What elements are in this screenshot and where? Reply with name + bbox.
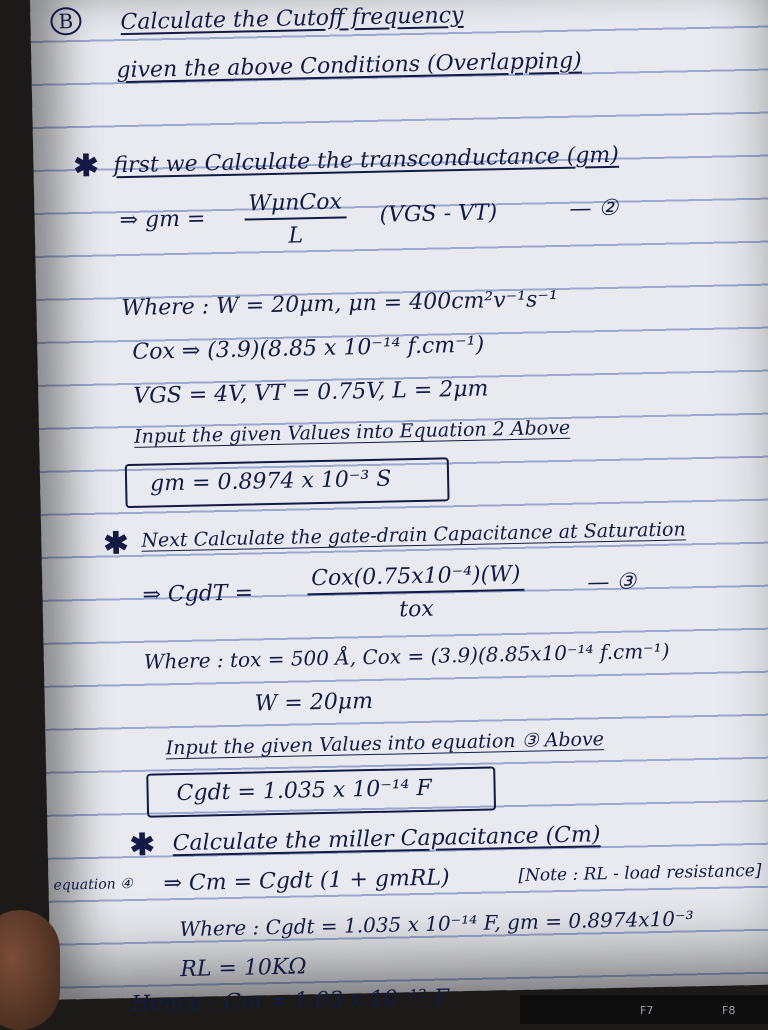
heading-line-2: given the above Conditions (Overlapping) — [116, 48, 583, 84]
asterisk-marker: ✱ — [73, 148, 100, 185]
asterisk-marker: ✱ — [129, 827, 156, 864]
gm-where-3: VGS = 4V, VT = 0.75V, L = 2μm — [133, 376, 489, 409]
transconductance-intro: first we Calculate the transconductance (gm) — [113, 142, 620, 179]
gm-formula-fraction — [244, 189, 347, 249]
gm-formula-tail: (VGS - VT) — [379, 200, 498, 228]
gm-formula-denominator: L — [288, 223, 304, 249]
f7-key-label: F7 — [640, 1004, 654, 1017]
asterisk-marker: ✱ — [103, 526, 129, 562]
f8-key-label: F8 — [722, 1004, 736, 1017]
gm-formula-numerator: WμnCox — [244, 189, 346, 220]
gm-where-1: Where : W = 20μm, μn = 400cm²v⁻¹s⁻¹ — [121, 287, 559, 322]
miller-where-2: RL = 10KΩ — [180, 954, 307, 983]
cgdt-formula-denominator: tox — [398, 596, 434, 623]
gm-input-note: Input the given Values into Equation 2 Above — [133, 416, 571, 448]
thumb — [0, 910, 60, 1030]
cgdt-where-2: W = 20μm — [254, 688, 374, 717]
equation-4-label: equation ④ — [53, 876, 133, 894]
section-label: B — [50, 7, 81, 36]
gm-where-2: Cox ⇒ (3.9)(8.85 x 10⁻¹⁴ f.cm⁻¹) — [132, 332, 485, 365]
miller-result: Hence : Cm = 1.03 x 10⁻¹² F — [130, 985, 450, 1018]
miller-where-1: Where : Cgdt = 1.035 x 10⁻¹⁴ F, gm = 0.8974x10⁻³ — [179, 906, 694, 942]
cgdt-formula-numerator: Cox(0.75x10⁻⁴)(W) — [307, 562, 525, 596]
cgdt-formula-lhs: ⇒ CgdT = — [142, 580, 254, 608]
equation-2-tag: — ② — [569, 195, 619, 222]
cgdt-where-1: Where : tox = 500 Å, Cox = (3.9)(8.85x10⁻¹⁴ f.cm⁻¹) — [143, 638, 670, 674]
cgdt-formula-fraction — [307, 562, 525, 625]
miller-intro: Calculate the miller Capacitance (Cm) — [172, 822, 601, 857]
gate-drain-intro: Next Calculate the gate-drain Capacitance at Saturation — [141, 518, 686, 552]
gm-result: gm = 0.8974 x 10⁻³ S — [149, 466, 392, 497]
heading-line-1: Calculate the Cutoff frequency — [120, 2, 464, 36]
equation-3-tag: — ③ — [587, 569, 637, 596]
miller-note: [Note : RL - load resistance] — [518, 860, 762, 886]
cgdt-result: Cgdt = 1.035 x 10⁻¹⁴ F — [176, 775, 432, 807]
miller-formula: ⇒ Cm = Cgdt (1 + gmRL) — [163, 865, 450, 897]
cgdt-input-note: Input the given Values into equation ③ Above — [165, 728, 605, 760]
gm-formula-lhs: ⇒ gm = — [119, 206, 206, 234]
